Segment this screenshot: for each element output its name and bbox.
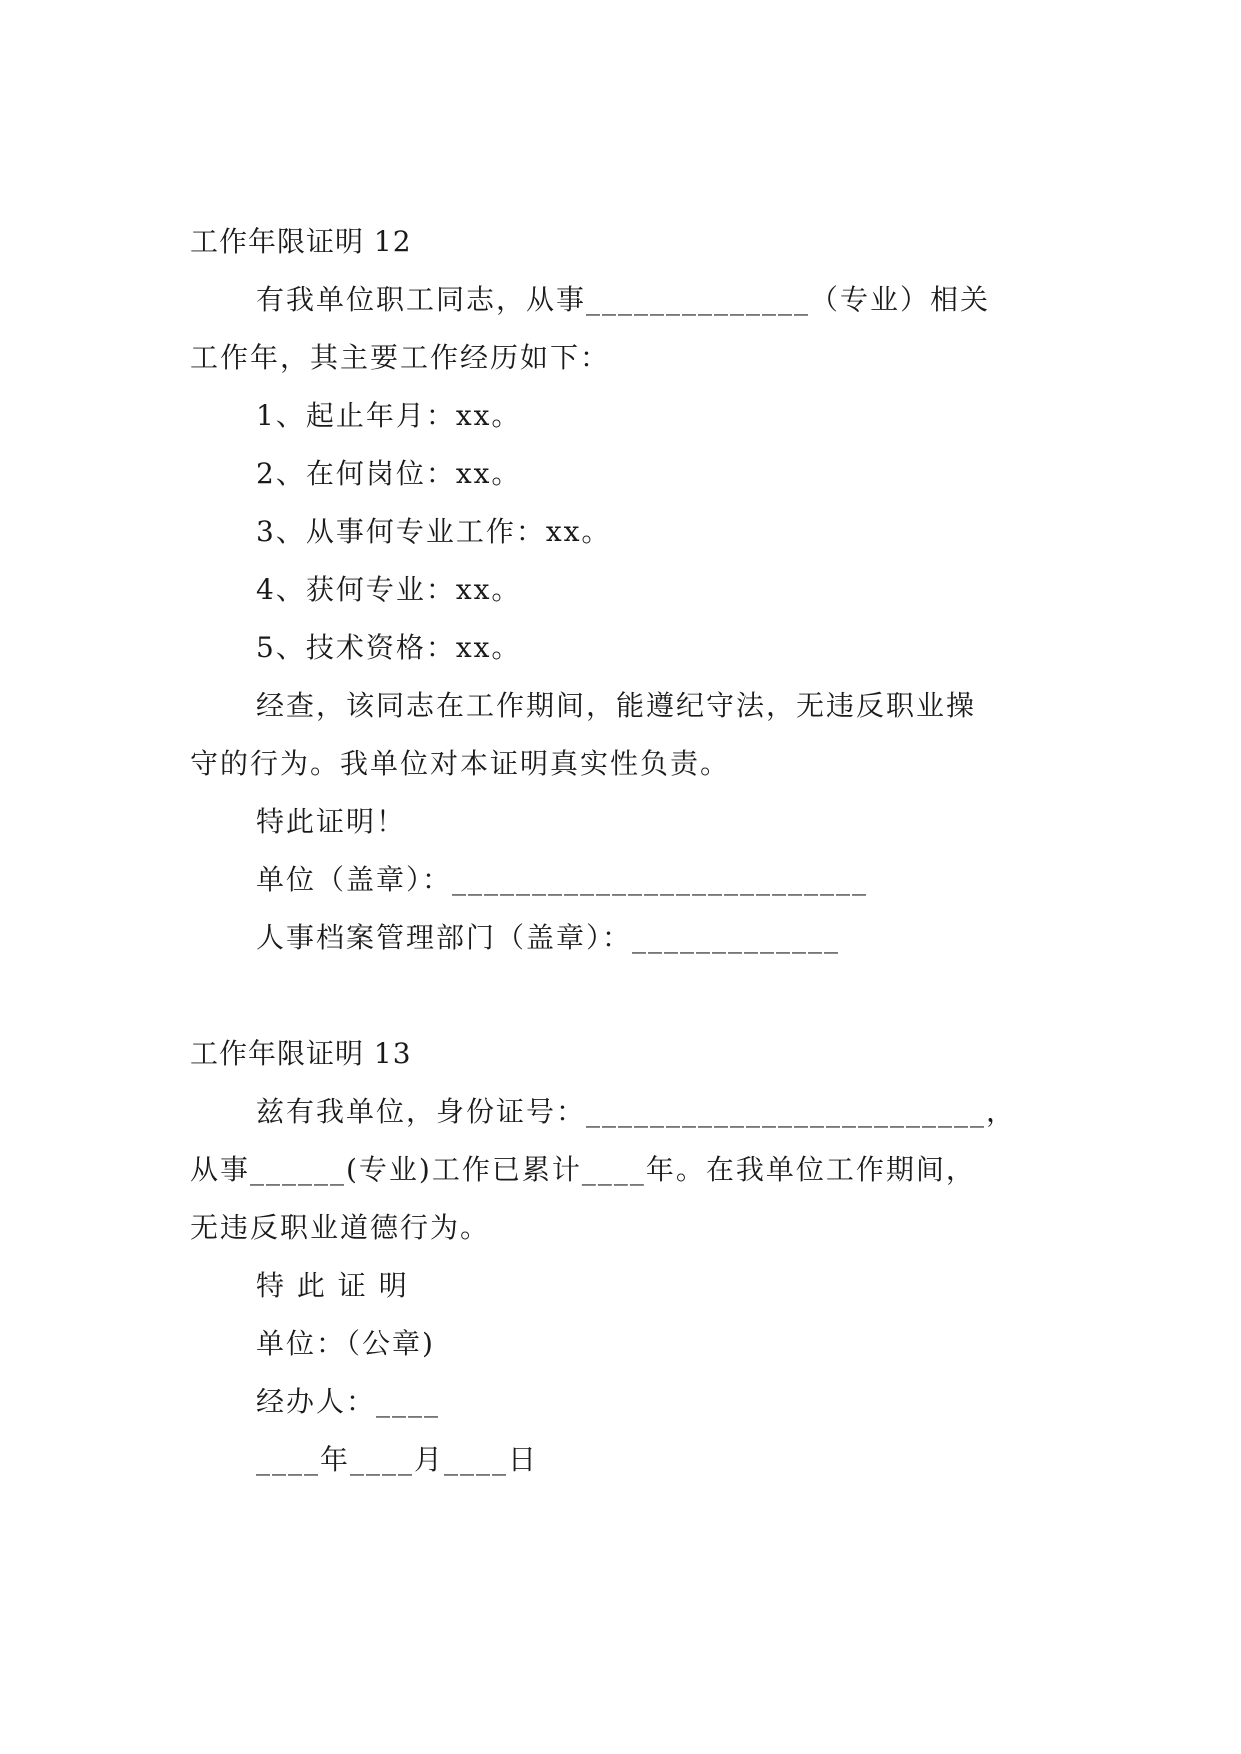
section-12-item-2: 2、在何岗位：xx。: [256, 457, 522, 490]
section-12-paragraph-2-line-2: 守的行为。我单位对本证明真实性负责。: [190, 747, 731, 780]
section-13-handler: 经办人：____: [256, 1385, 441, 1418]
section-12-paragraph-1-line-1: 有我单位职工同志，从事______________（专业）相关: [256, 283, 991, 316]
section-12-item-5: 5、技术资格：xx。: [256, 631, 522, 664]
section-12-paragraph-2-line-1: 经查，该同志在工作期间，能遵纪守法，无违反职业操: [256, 689, 977, 722]
section-13-title: 工作年限证明 13: [190, 1037, 412, 1070]
section-12-unit-seal: 单位（盖章）：__________________________: [256, 863, 869, 896]
section-13-paragraph-1-line-3: 无违反职业道德行为。: [190, 1211, 491, 1244]
section-12-item-1: 1、起止年月：xx。: [256, 399, 522, 432]
section-12-paragraph-1-line-2: 工作年，其主要工作经历如下：: [190, 341, 611, 374]
section-13-date: ____年____月____日: [256, 1443, 539, 1476]
section-13-closing: 特 此 证 明: [256, 1269, 409, 1302]
section-13-paragraph-1-line-1: 兹有我单位，身份证号：_________________________，: [256, 1095, 1017, 1128]
section-12-hr-seal: 人事档案管理部门（盖章）：_____________: [256, 921, 841, 954]
section-13-unit: 单位：（公章): [256, 1327, 435, 1360]
section-12-title: 工作年限证明 12: [190, 225, 412, 258]
section-12-closing: 特此证明！: [256, 805, 407, 838]
section-12-item-3: 3、从事何专业工作：xx。: [256, 515, 612, 548]
section-12-item-4: 4、获何专业：xx。: [256, 573, 522, 606]
section-13-paragraph-1-line-2: 从事______(专业)工作已累计____年。在我单位工作期间，: [190, 1153, 976, 1186]
